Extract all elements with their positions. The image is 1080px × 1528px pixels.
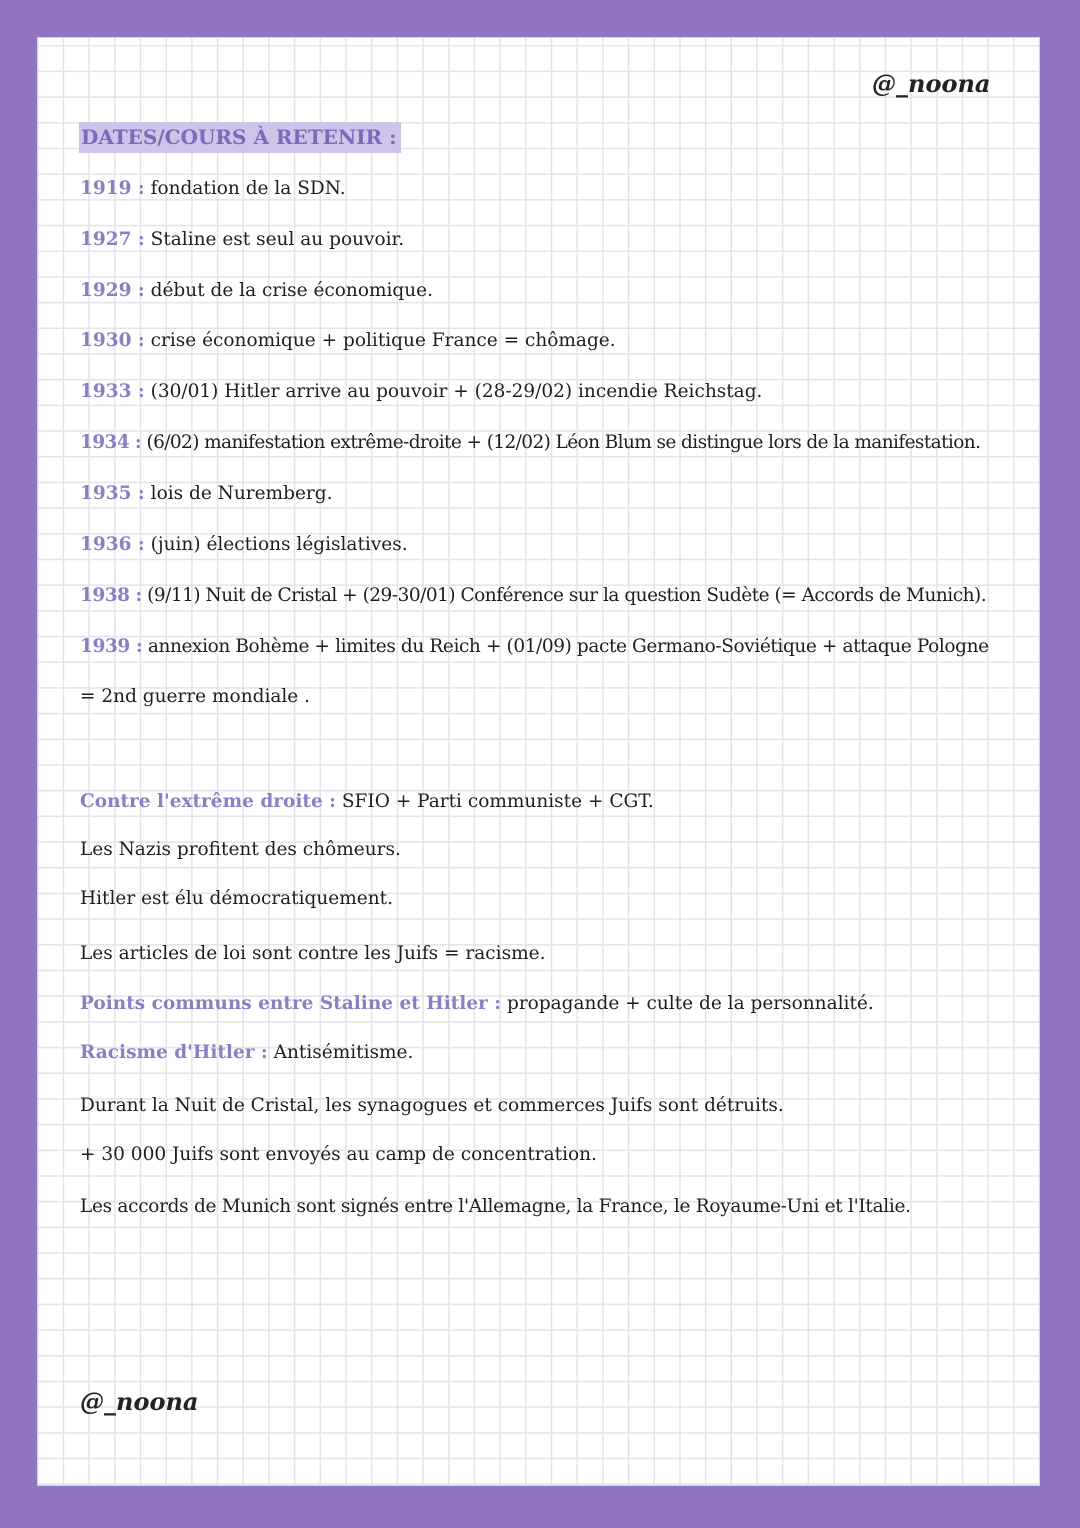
note-line xyxy=(80,1198,911,1217)
date-text: (juin) élections législatives. xyxy=(144,534,408,555)
date-text: annexion Bohème + limites du Reich + (01/09) pacte Germano-Soviétique + attaque Pologne xyxy=(142,636,989,657)
note-text: Les Nazis profitent des chômeurs. xyxy=(80,839,401,860)
date-line-1933 xyxy=(80,383,762,402)
date-text: début de la crise économique. xyxy=(144,280,433,301)
date-line-1939 xyxy=(80,638,989,657)
note-line xyxy=(80,945,545,964)
date-year: 1929 : xyxy=(80,280,145,301)
note-line xyxy=(80,890,393,909)
signature-top: @_noona xyxy=(872,69,991,98)
note-text: Hitler est élu démocratiquement. xyxy=(80,888,393,909)
date-line-1930 xyxy=(80,332,616,351)
date-line-1935 xyxy=(80,485,332,504)
grid-paper-sheet xyxy=(37,37,1040,1486)
date-text: Staline est seul au pouvoir. xyxy=(144,229,405,250)
date-year: 1919 : xyxy=(80,178,145,199)
date-year: 1934 : xyxy=(80,432,142,453)
note-text: SFIO + Parti communiste + CGT. xyxy=(336,791,654,812)
date-year: 1935 : xyxy=(80,483,145,504)
note-text: Les accords de Munich sont signés entre l'Allemagne, la France, le Royaume-Uni et l'Italie. xyxy=(80,1196,911,1217)
date-line-1938 xyxy=(80,587,986,606)
note-text: Les articles de loi sont contre les Juifs = racisme. xyxy=(80,943,546,964)
date-year: 1927 : xyxy=(80,229,145,250)
note-label: Contre l'extrême droite : xyxy=(80,791,336,812)
page-heading: DATES/COURS À RETENIR : xyxy=(79,122,401,153)
note-line xyxy=(80,1097,784,1116)
note-label: Points communs entre Staline et Hitler : xyxy=(80,993,502,1014)
date-text: (9/11) Nuit de Cristal + (29-30/01) Conférence sur la question Sudète (= Accords de Munich). xyxy=(141,585,987,606)
note-line xyxy=(80,1044,413,1063)
note-line xyxy=(80,1146,597,1165)
note-line xyxy=(80,793,654,812)
note-text: propagande + culte de la personnalité. xyxy=(501,993,874,1014)
date-line-1919 xyxy=(80,180,346,199)
date-year: 1930 : xyxy=(80,330,145,351)
date-text: (30/01) Hitler arrive au pouvoir + (28-29/02) incendie Reichstag. xyxy=(144,381,763,402)
date-year: 1936 : xyxy=(80,534,145,555)
date-text: fondation de la SDN. xyxy=(144,178,346,199)
signature-bottom: @_noona xyxy=(80,1387,199,1416)
date-line-1927 xyxy=(80,231,404,250)
note-label: Racisme d'Hitler : xyxy=(80,1042,268,1063)
date-text: lois de Nuremberg. xyxy=(144,483,333,504)
note-line xyxy=(80,841,401,860)
date-year: 1933 : xyxy=(80,381,145,402)
date-year: 1938 : xyxy=(80,585,142,606)
date-line-continuation: = 2nd guerre mondiale . xyxy=(80,686,311,707)
date-text: (6/02) manifestation extrême-droite + (12/02) Léon Blum se distingue lors de la manifestation. xyxy=(141,432,981,453)
date-year: 1939 : xyxy=(80,636,143,657)
date-line-1936 xyxy=(80,536,408,555)
note-line xyxy=(80,995,874,1014)
date-line-1934 xyxy=(80,434,980,453)
note-text: Durant la Nuit de Cristal, les synagogues et commerces Juifs sont détruits. xyxy=(80,1095,784,1116)
note-text: Antisémitisme. xyxy=(267,1042,414,1063)
date-text: crise économique + politique France = chômage. xyxy=(144,330,616,351)
date-line-1929 xyxy=(80,282,433,301)
note-text: + 30 000 Juifs sont envoyés au camp de concentration. xyxy=(80,1144,597,1165)
